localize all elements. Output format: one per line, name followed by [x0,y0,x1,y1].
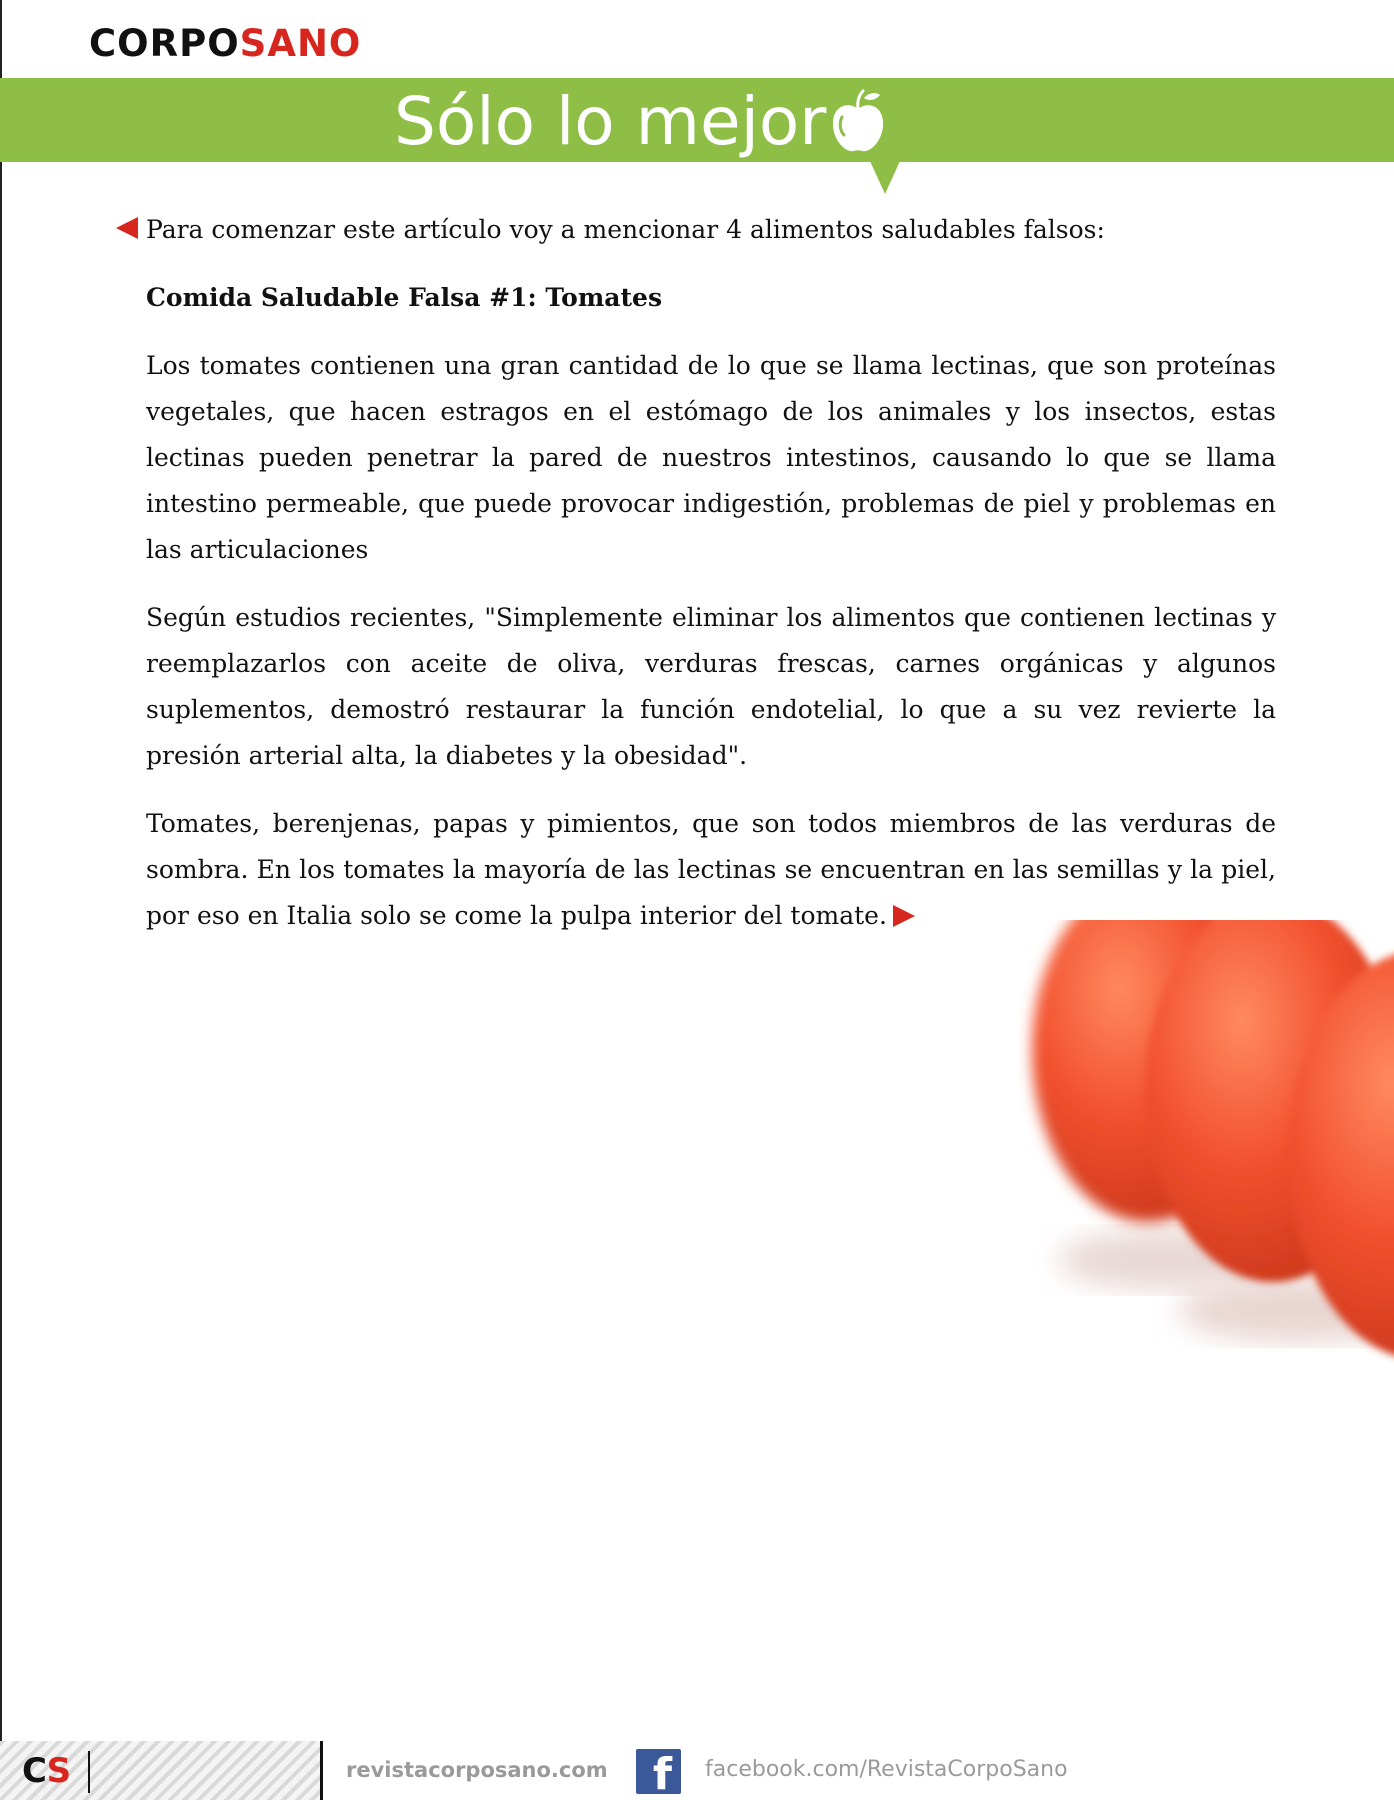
apple-icon [828,89,888,155]
brand-logo-part1: CORPO [89,22,240,65]
article-heading: Comida Saludable Falsa #1: Tomates [146,283,663,312]
article-body [146,207,1276,961]
footer-divider [320,1741,323,1800]
cs-logo [22,1751,70,1791]
tomatoes-photo [1018,920,1394,1720]
article-intro [146,207,1276,253]
banner-pointer [870,161,900,194]
triangle-left-icon [116,217,138,239]
article-paragraph-1: Los tomates contienen una gran cantidad de lo que se llama lectinas, que son proteínas vegetales, que hacen estragos en el estómago de los animales y los insectos, estas lectinas pueden penetrar la pared de nuestros intestinos, causando lo que se llama intestino permeable, que puede provocar indigestión, problemas de piel y problemas en las articulaciones [146,351,1276,564]
article-intro-text: Para comenzar este artículo voy a mencionar 4 alimentos saludables falsos: [146,215,1105,244]
cs-logo-s: S [46,1751,71,1791]
page-left-edge [0,0,2,1800]
cs-logo-c: C [22,1751,47,1791]
page-footer [0,1741,1394,1800]
triangle-right-icon [893,905,915,927]
footer-website-link[interactable]: revistacorposano.com [346,1758,608,1782]
facebook-icon-glyph: f [652,1749,672,1800]
logo-divider [88,1751,90,1793]
article-paragraph-3 [146,801,1276,939]
facebook-icon[interactable] [636,1749,681,1800]
section-title: Sólo lo mejor [394,83,827,160]
brand-logo-part2: SANO [239,22,362,65]
brand-logo [89,22,361,66]
article-paragraph-3-text: Tomates, berenjenas, papas y pimientos, que son todos miembros de las verduras de sombra. En los tomates la mayoría de las lectinas se encuentran en las semillas y la piel, por eso en Italia solo se come la pulpa interior del tomate. [146,809,1276,930]
article-paragraph-2: Según estudios recientes, "Simplemente eliminar los alimentos que contienen lectinas y reemplazarlos con aceite de oliva, verduras frescas, carnes orgánicas y algunos suplementos, demostró restaurar la función endotelial, lo que a su vez revierte la presión arterial alta, la diabetes y la obesidad". [146,603,1276,770]
footer-facebook-link[interactable]: facebook.com/RevistaCorpoSano [705,1757,1068,1782]
